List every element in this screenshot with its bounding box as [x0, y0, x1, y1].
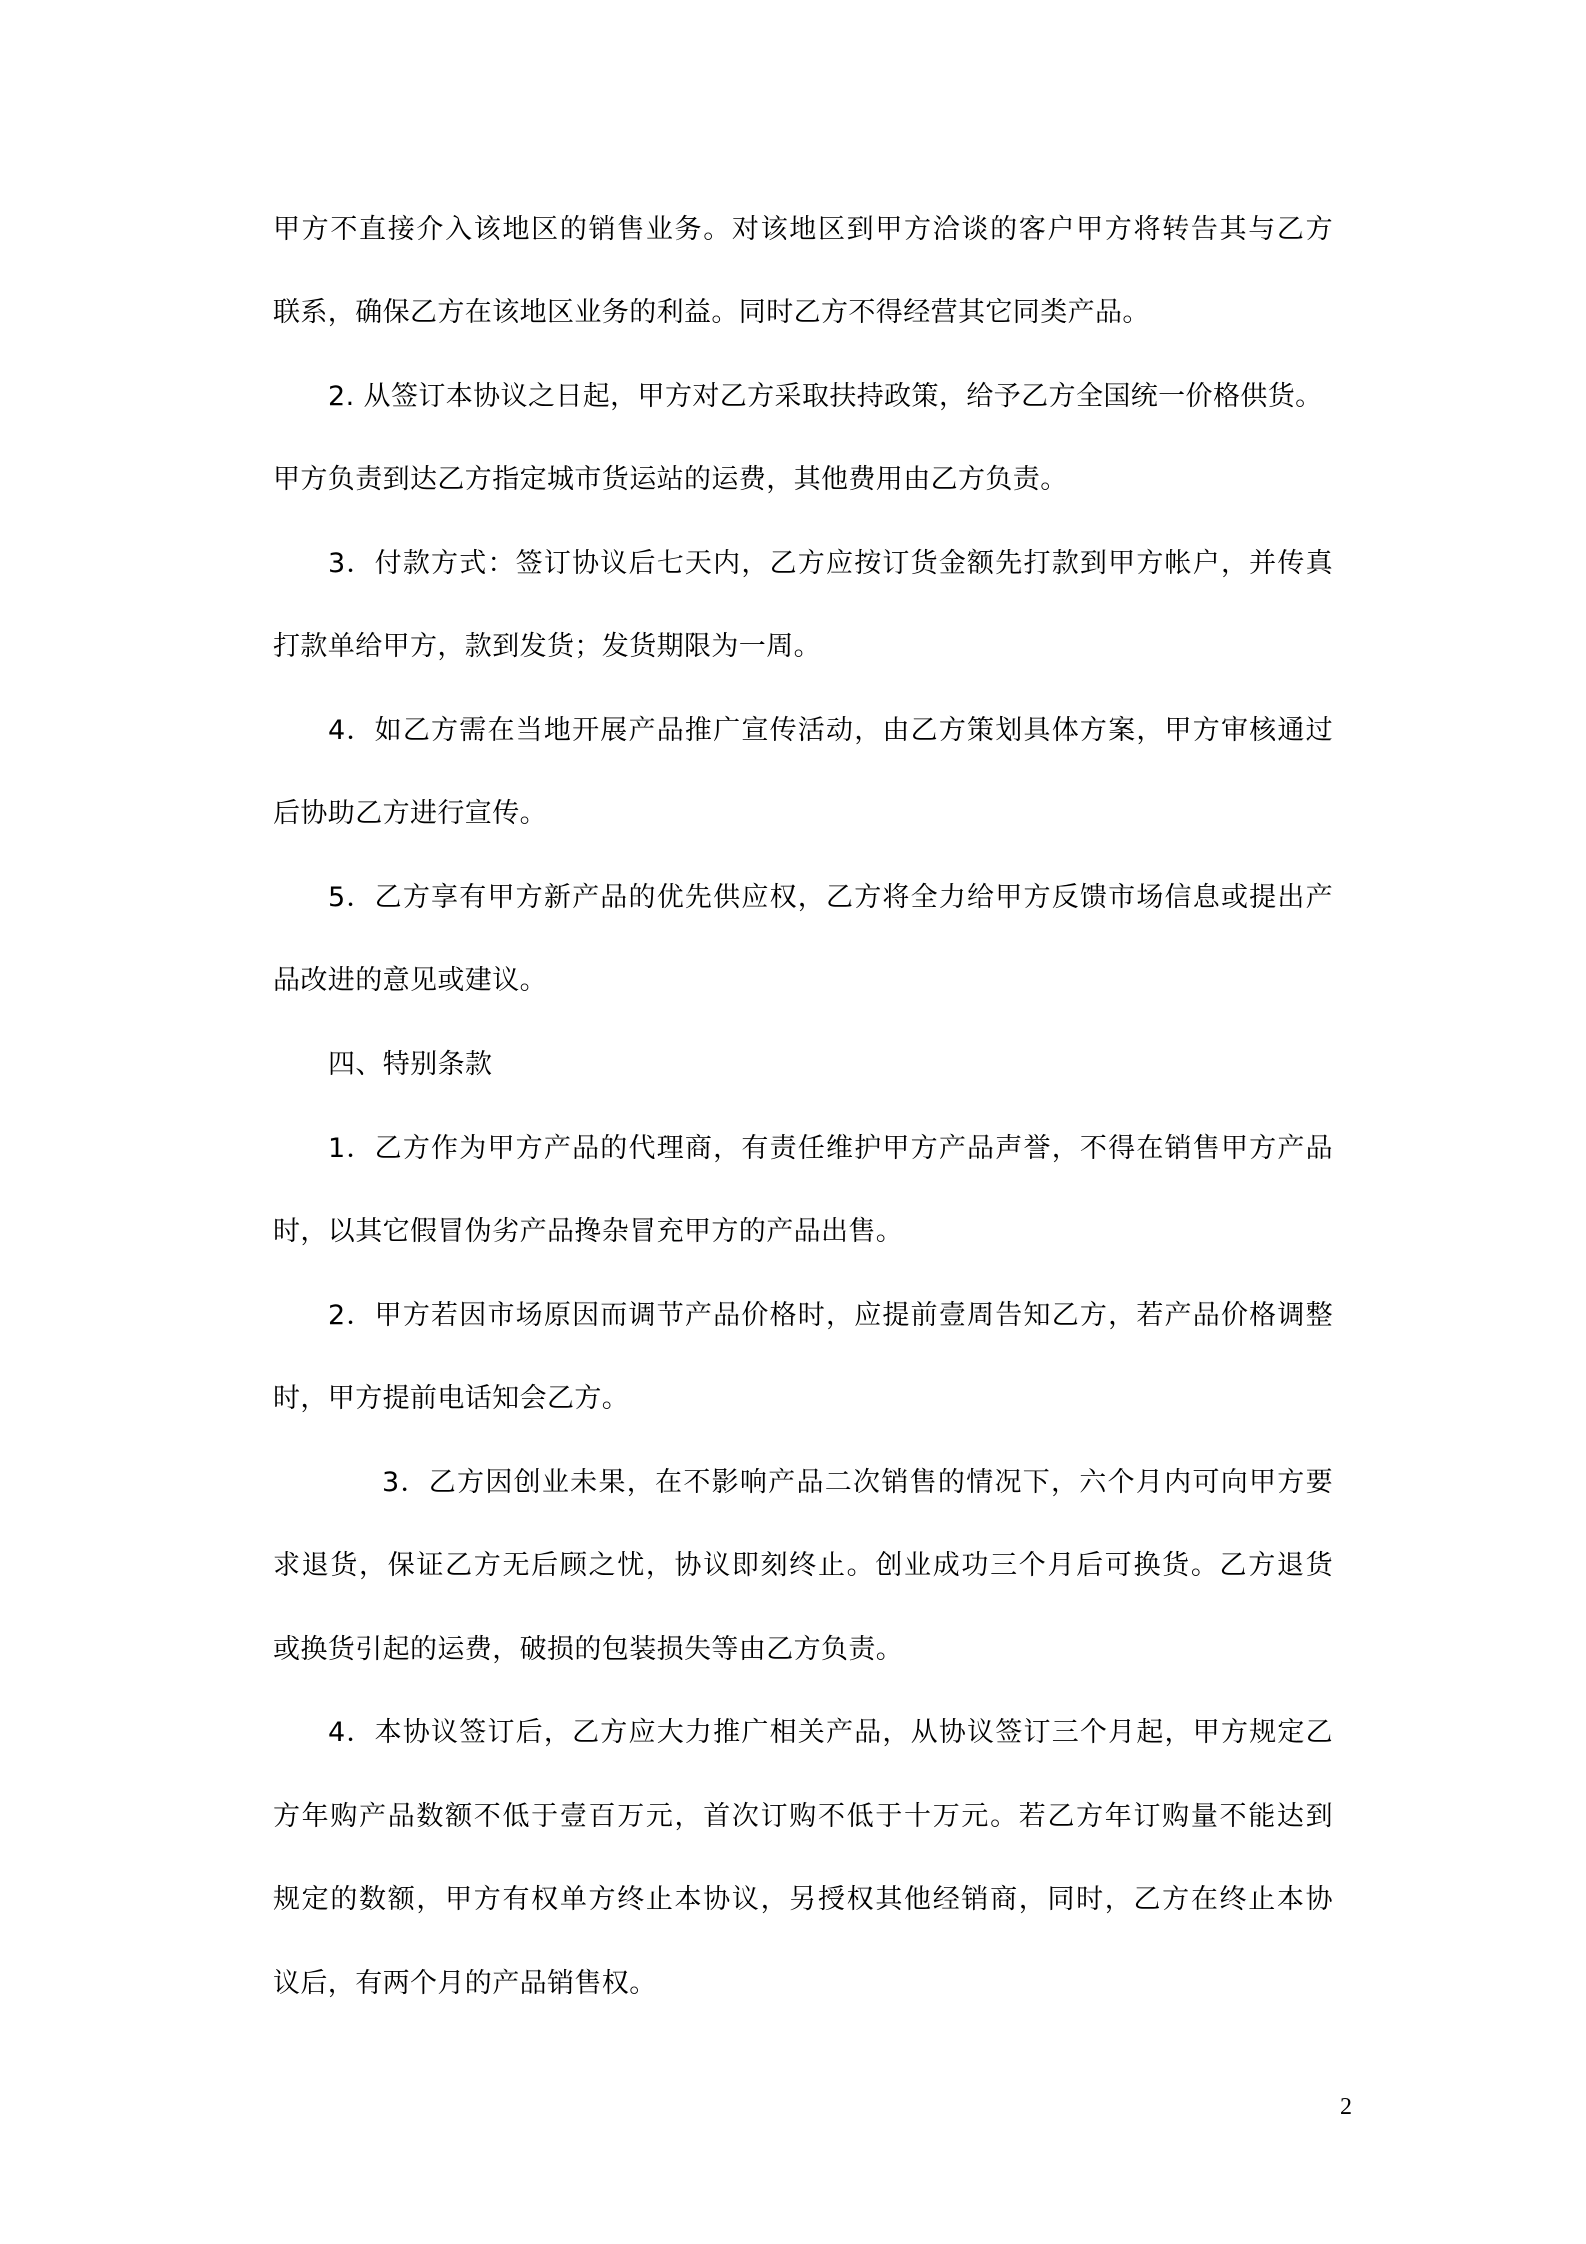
paragraph-line: 甲方负责到达乙方指定城市货运站的运费，其他费用由乙方负责。 [273, 464, 1068, 495]
paragraph-line: 2．甲方若因市场原因而调节产品价格时，应提前壹周告知乙方，若产品价格调整 [328, 1300, 1333, 1331]
page-number: 2 [1340, 2094, 1352, 2120]
paragraph-line: 规定的数额，甲方有权单方终止本协议，另授权其他经销商，同时，乙方在终止本协 [273, 1884, 1333, 1915]
paragraph-line: 1．乙方作为甲方产品的代理商，有责任维护甲方产品声誉，不得在销售甲方产品 [328, 1133, 1333, 1164]
section-heading: 四、特别条款 [328, 1049, 493, 1080]
paragraph-line: 4．如乙方需在当地开展产品推广宣传活动，由乙方策划具体方案，甲方审核通过 [328, 715, 1333, 746]
paragraph-line: 5．乙方享有甲方新产品的优先供应权，乙方将全力给甲方反馈市场信息或提出产 [328, 882, 1333, 913]
paragraph-line: 议后，有两个月的产品销售权。 [273, 1968, 657, 1999]
paragraph-line: 2. 从签订本协议之日起，甲方对乙方采取扶持政策，给予乙方全国统一价格供货。 [328, 381, 1323, 412]
paragraph-line: 求退货，保证乙方无后顾之忧，协议即刻终止。创业成功三个月后可换货。乙方退货 [273, 1550, 1333, 1581]
paragraph-line: 3．乙方因创业未果，在不影响产品二次销售的情况下，六个月内可向甲方要 [382, 1467, 1333, 1498]
paragraph-line: 品改进的意见或建议。 [273, 965, 547, 996]
paragraph-line: 时，以其它假冒伪劣产品搀杂冒充甲方的产品出售。 [273, 1216, 904, 1247]
paragraph-line: 3．付款方式：签订协议后七天内，乙方应按订货金额先打款到甲方帐户，并传真 [328, 548, 1333, 579]
paragraph-line: 后协助乙方进行宣传。 [273, 798, 547, 829]
paragraph-line: 方年购产品数额不低于壹百万元，首次订购不低于十万元。若乙方年订购量不能达到 [273, 1801, 1333, 1832]
paragraph-line: 甲方不直接介入该地区的销售业务。对该地区到甲方洽谈的客户甲方将转告其与乙方 [273, 214, 1333, 245]
paragraph-line: 时，甲方提前电话知会乙方。 [273, 1383, 630, 1414]
paragraph-line: 联系，确保乙方在该地区业务的利益。同时乙方不得经营其它同类产品。 [273, 297, 1150, 328]
paragraph-line: 打款单给甲方，款到发货；发货期限为一周。 [273, 631, 821, 662]
paragraph-line: 或换货引起的运费，破损的包装损失等由乙方负责。 [273, 1634, 904, 1665]
paragraph-line: 4．本协议签订后，乙方应大力推广相关产品，从协议签订三个月起，甲方规定乙 [328, 1717, 1333, 1748]
